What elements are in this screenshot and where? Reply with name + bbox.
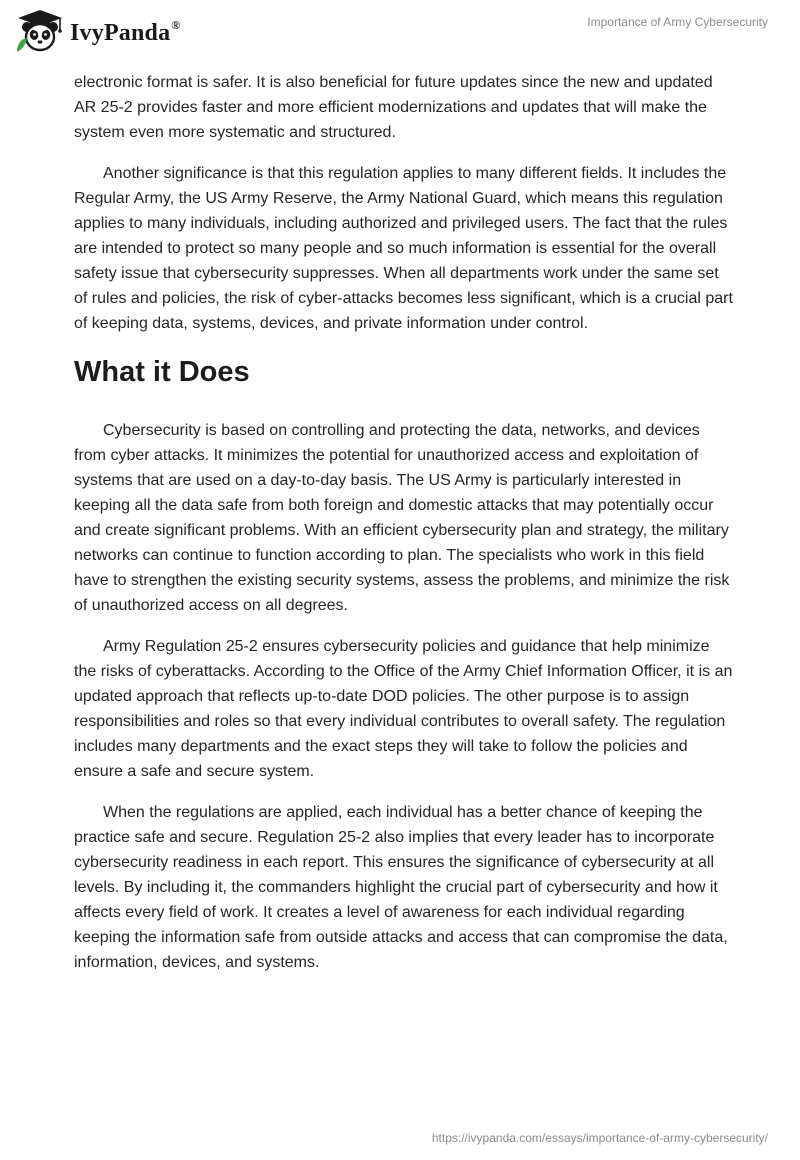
- paragraph: Another significance is that this regulation applies to many different fields. It includes the Regular Army, the US Army Reserve, the Army National Guard, which means this regulation applies to many individuals, including authorized and privileged users. The fact that the rules are intended to protect so many people and so much information is essential for the overall safety issue that cybersecurity suppresses. When all departments work under the same set of rules and policies, the risk of cyber-attacks becomes less significant, which is a crucial part of keeping data, systems, devices, and private information under control.: [74, 165, 733, 332]
- brand-name-text: IvyPanda: [70, 19, 171, 46]
- essay-title: Importance of Army Cybersecurity: [587, 15, 768, 29]
- paragraph: Army Regulation 25-2 ensures cybersecurity policies and guidance that help minimize the risks of cyberattacks. According to the Office of the Army Chief Information Officer, it is an updated approach that reflects up-to-date DOD policies. The other purpose is to assign responsibilities and roles so that every individual contributes to overall safety. The regulation includes many departments and the exact steps they will take to follow the policies and ensure a safe and secure system.: [74, 638, 733, 780]
- paragraph: When the regulations are applied, each individual has a better chance of keeping the practice safe and secure. Regulation 25-2 also implies that every leader has to incorporate cybersecurity readiness in each report. This ensures the significance of cybersecurity at all levels. By including it, the commanders highlight the crucial part of cybersecurity and how it affects every field of work. It creates a level of awareness for each individual regarding keeping the information safe from outside attacks and access that can compromise the data, information, devices, and systems.: [74, 804, 728, 971]
- registered-mark: ®: [171, 17, 181, 32]
- paragraph: Cybersecurity is based on controlling and protecting the data, networks, and devices from cyber attacks. It minimizes the potential for unauthorized access and exploitation of systems that are used on a day-to-day basis. The US Army is particularly interested in keeping all the data safe from both foreign and domestic attacks that may potentially occur and create significant problems. With an efficient cybersecurity plan and strategy, the military networks can continue to function according to plan. The specialists who work in this field have to strengthen the existing security systems, assess the problems, and minimize the risk of unauthorized access on all degrees.: [74, 422, 730, 614]
- panda-graduate-icon: [14, 8, 66, 54]
- paragraph: electronic format is safer. It is also beneficial for future updates since the new and updated AR 25-2 provides faster and more efficient modernizations and updates that will make the system even more systematic and structured.: [74, 74, 713, 141]
- source-url[interactable]: https://ivypanda.com/essays/importance-of-army-cybersecurity/: [431, 1131, 768, 1145]
- section-heading: What it Does: [74, 356, 250, 388]
- brand-name: [70, 18, 180, 47]
- site-logo[interactable]: [14, 8, 180, 54]
- essay-body: [74, 70, 734, 991]
